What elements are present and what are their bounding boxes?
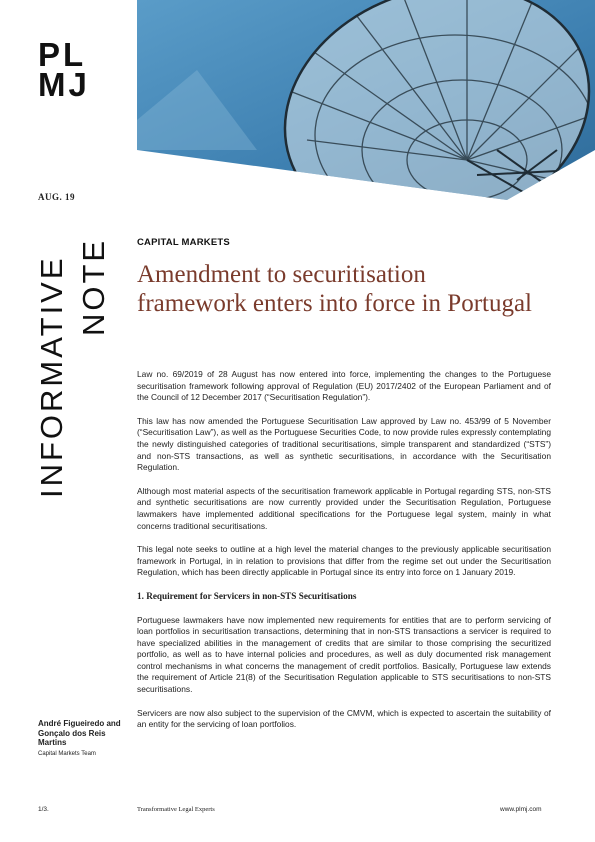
vertical-word-informative: INFORMATIVE: [34, 255, 69, 498]
vertical-word-note: NOTE: [76, 237, 111, 336]
paragraph: This law has now amended the Portuguese Securitisation Law approved by Law no. 453/99 of 5 November (“Securitisation Law”), as well as the Portuguese Securities Code, to now provide rules expressly contemplating the newly distinguished categories of traditional securitisations, simple transparent and standardized (“STS”) and non-STS transactions, as well as synthetic securitisations, in accordance with the Securitisation Regulation.: [137, 415, 551, 473]
article-body: [137, 369, 551, 743]
page-number: 1/3.: [38, 806, 49, 813]
authors-block: [38, 719, 130, 759]
plmj-logo: [38, 36, 100, 103]
paragraph: Law no. 69/2019 of 28 August has now entered into force, implementing the changes to the Portuguese securitisation framework following approval of Regulation (EU) 2017/2402 of the European Parliament and of the Council of 12 December 2017 (“Securitisation Regulation”).: [137, 369, 551, 403]
paragraph: This legal note seeks to outline at a high level the material changes to the previously applicable securitisation framework in Portugal, in in relation to provisions that differ from the regime set out under the Securitisation Regulation, which has been directly applicable in Portugal since its entry into force on 1 January 2019.: [137, 544, 551, 578]
author-names: André Figueiredo and Gonçalo dos Reis Martins: [38, 719, 121, 747]
article-title: Amendment to securitisation framework enters into force in Portugal: [137, 261, 533, 317]
logo-line-1: PL: [38, 36, 87, 73]
section-label: CAPITAL MARKETS: [137, 237, 230, 248]
footer-website-link[interactable]: www.plmj.com: [500, 806, 542, 813]
footer-tagline: Transformative Legal Experts: [137, 806, 215, 813]
logo-line-2: MJ: [38, 66, 90, 103]
author-team: Capital Markets Team: [38, 750, 96, 757]
hero-satellite-dish-image: [137, 0, 595, 200]
section-heading: 1. Requirement for Servicers in non-STS Securitisations: [137, 590, 357, 601]
issue-date: AUG. 19: [38, 192, 75, 202]
paragraph: Although most material aspects of the securitisation framework applicable in Portugal regarding STS, non-STS and synthetic securitisations are now currently provided under the Securitisation Regulation, Portuguese lawmakers have implemented additional specifications for the Portuguese legal system, mainly in what concerns traditional securitisations.: [137, 485, 551, 531]
document-type-label: [16, 236, 116, 498]
paragraph: Servicers are now also subject to the supervision of the CMVM, which is expected to ascertain the suitability of an entity for the servicing of loan portfolios.: [137, 707, 551, 730]
paragraph: Portuguese lawmakers have now implemented new requirements for entities that are to perform servicing of loan portfolios in securitisation transactions, determining that in non-STS transactions a servicer is required to have specialized abilities in the management of credits that are similar to those comprising the securitized portfolio, as well as to have internal policies and procedures, as well as duly documented risk management control mechanisms in what concerns the management of credit portfolios. Basically, Portuguese law extends the requirement of Article 21(8) of the Securitisation Regulation applicable to STS securitisations to non-STS securitisations.: [137, 614, 551, 695]
